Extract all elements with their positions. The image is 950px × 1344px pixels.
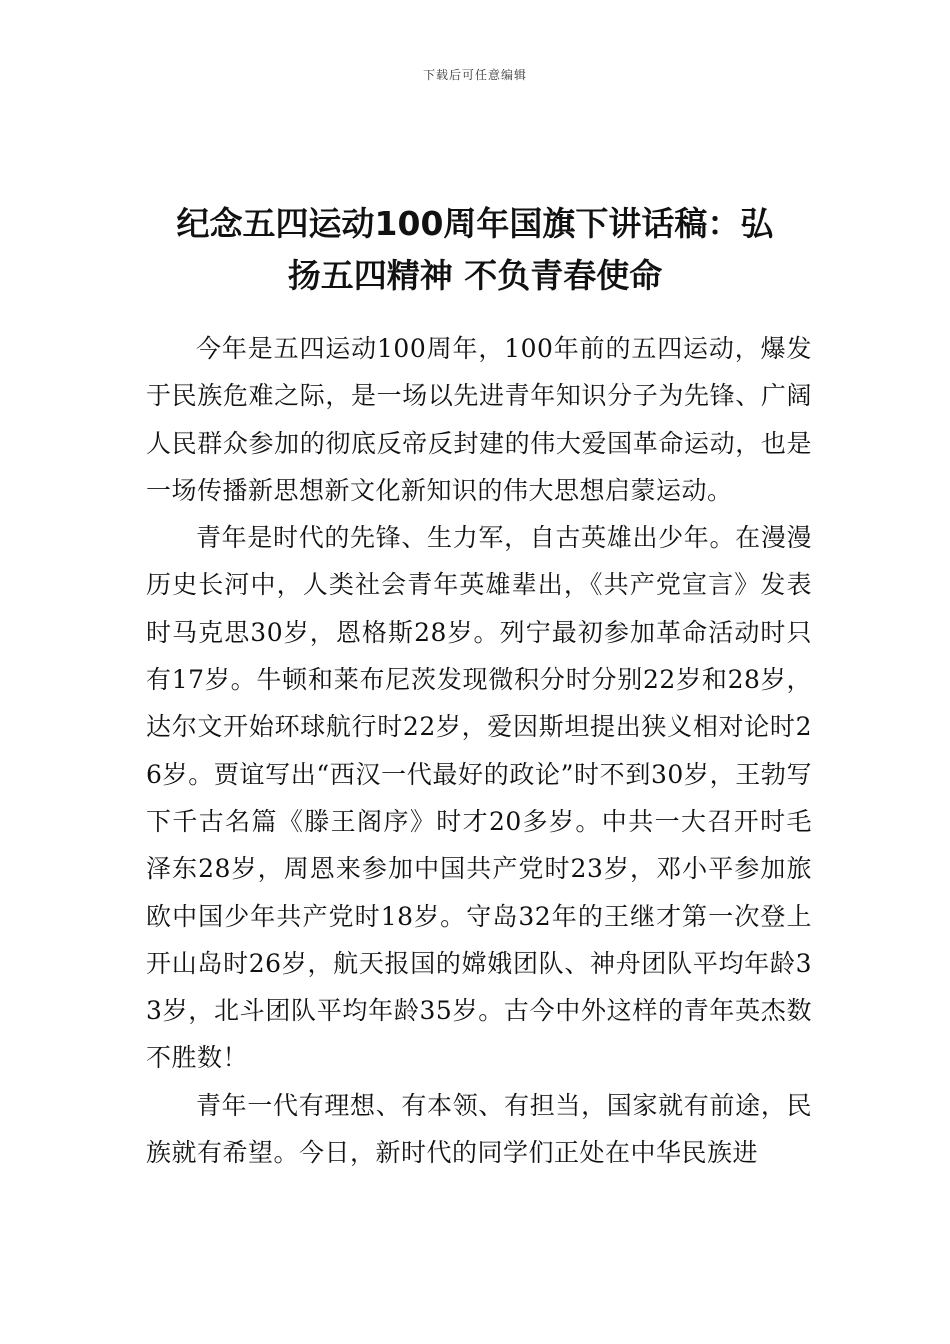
- paragraph-3: 青年一代有理想、有本领、有担当，国家就有前途，民族就有希望。今日，新时代的同学们正处在中华民族进: [146, 1090, 812, 1168]
- header-note: 下载后可任意编辑: [422, 68, 527, 82]
- document-title: [120, 198, 830, 302]
- paragraph-2: 青年是时代的先锋、生力军，自古英雄出少年。在漫漫历史长河中，人类社会青年英雄辈出，《共产党宣言》发表时马克思30岁，恩格斯28岁。列宁最初参加革命活动时只有17岁。牛顿和莱布尼茨发现微积分时分别22岁和28岁，达尔文开始环球航行时22岁，爱因斯坦提出狭义相对论时26岁。贾谊写出“西汉一代最好的政论”时不到30岁，王勃写下千古名篇《滕王阁序》时才20多岁。中共一大召开时毛泽东28岁，周恩来参加中国共产党时23岁，邓小平参加旅欧中国少年共产党时18岁。守岛32年的王继才第一次登上开山岛时26岁，航天报国的嫦娥团队、神舟团队平均年龄33岁，北斗团队平均年龄35岁。古今中外这样的青年英杰数不胜数！: [146, 523, 812, 1073]
- title-line-1: 纪念五四运动100周年国旗下讲话稿：弘: [176, 204, 774, 244]
- body-text: [146, 325, 812, 1176]
- paragraph-1: 今年是五四运动100周年，100年前的五四运动，爆发于民族危难之际，是一场以先进青年知识分子为先锋、广阔人民群众参加的彻底反帝反封建的伟大爱国革命运动，也是一场传播新思想新文化新知识的伟大思想启蒙运动。: [146, 334, 812, 505]
- title-line-2: 扬五四精神 不负青春使命: [287, 256, 663, 296]
